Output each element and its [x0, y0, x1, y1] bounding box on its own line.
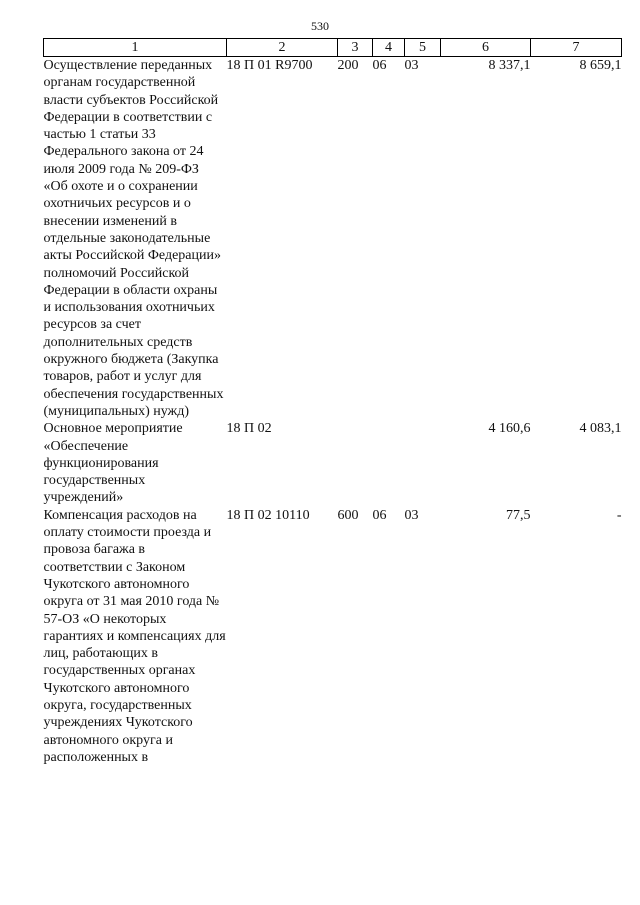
row-vr: 600 — [337, 507, 359, 523]
row-rz: 06 — [372, 58, 387, 73]
column-header-rz: 4 — [373, 39, 405, 57]
column-header-year1: 6 — [441, 39, 531, 57]
table-row — [44, 57, 622, 421]
row-rz: 06 — [372, 507, 387, 523]
row-name: Компенсация расходов на оплату стоимости проезда и провоза багажа в соответствии с Законом Чукотского автономного округа от 31 мая 2010 года № 57-ОЗ «О некоторых гарантиях и компенсациях для лиц, работающих в государственных органах Чукотского автономного округа, государственных учреждениях Чукотского автономного округа и расположенных в — [43, 507, 226, 765]
row-year1: 77,5 — [506, 507, 531, 523]
budget-table — [43, 38, 622, 766]
row-year1: 8 337,1 — [488, 58, 531, 73]
row-name: Основное мероприятие «Обеспечение функционирования государственных учреждений» — [43, 421, 183, 506]
row-name: Осуществление переданных органам государственной власти субъектов Российской Федерации в соответствии с частью 1 статьи 33 Федерального закона от 24 июля 2009 года № 209-ФЗ «Об охоте и о сохранении охотничьих ресурсов и о внесении изменений в отдельные законодательные акты Российской Федерации» полномочий Российской Федерации в области охраны и использования охотничьих ресурсов за счет дополнительных средств окружного бюджета (Закупка товаров, работ и услуг для обеспечения государственных (муниципальных) нужд) — [43, 58, 224, 419]
row-year2: 8 659,1 — [579, 58, 622, 73]
row-year2: 4 083,1 — [579, 421, 622, 437]
row-pr: 03 — [404, 507, 419, 523]
row-vr: 200 — [337, 58, 359, 73]
row-year2: - — [616, 507, 622, 523]
row-year1: 4 160,6 — [488, 421, 531, 437]
column-header-row — [44, 39, 622, 57]
row-code: 18 П 02 10110 — [226, 507, 310, 523]
row-pr — [405, 420, 441, 506]
table-row — [44, 420, 622, 506]
column-header-pr: 5 — [405, 39, 441, 57]
row-code: 18 П 01 R9700 — [226, 58, 313, 73]
table-row — [44, 507, 622, 766]
column-header-vr: 3 — [338, 39, 373, 57]
column-header-year2: 7 — [531, 39, 622, 57]
column-header-code: 2 — [227, 39, 338, 57]
column-header-name: 1 — [44, 39, 227, 57]
row-code: 18 П 02 — [226, 421, 272, 437]
row-pr: 03 — [404, 58, 419, 73]
row-vr — [338, 420, 373, 506]
page-number: 530 — [311, 19, 329, 33]
row-rz — [373, 420, 405, 506]
